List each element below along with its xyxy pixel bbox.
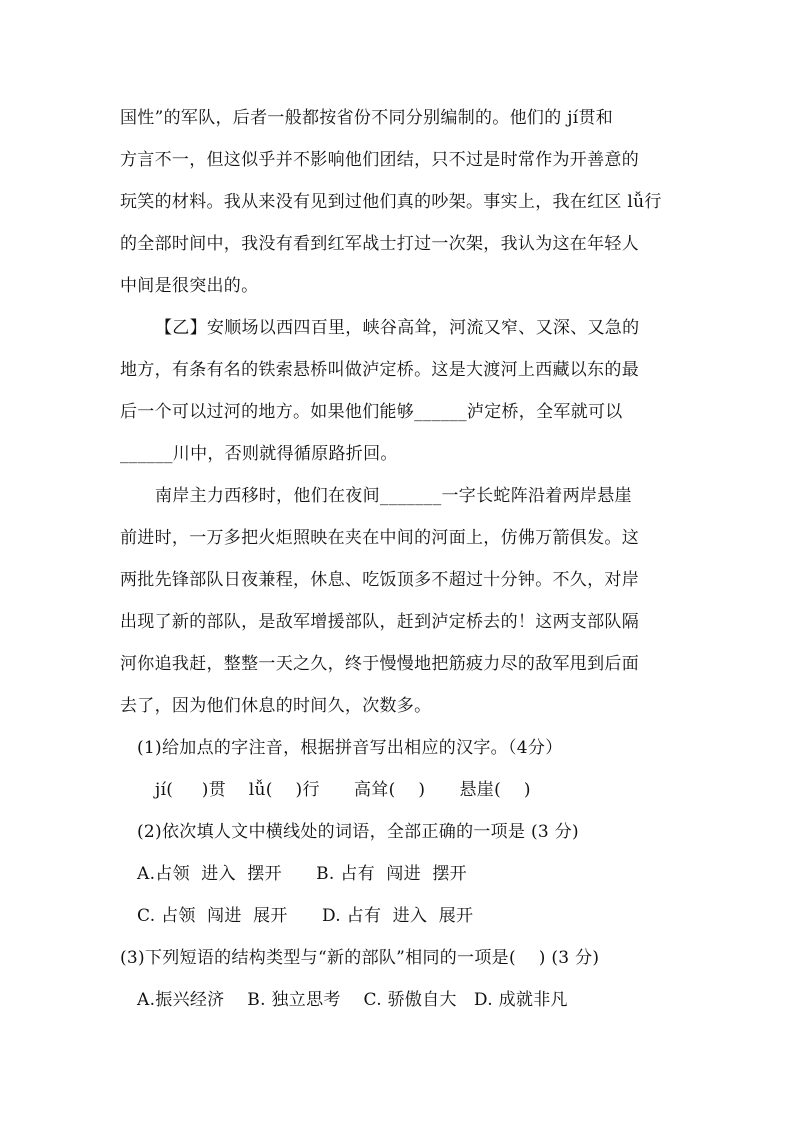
passage-line-7: 地方，有条有名的铁索悬桥叫做泸定桥。这是大渡河上西藏以东的最 xyxy=(120,360,639,380)
passage-line-9: ______川中，否则就得循原路折回。 xyxy=(120,444,398,464)
question-2-options-row-1: A.占领 进入 摆开 B. 占有 闯进 摆开 xyxy=(137,864,467,884)
passage-line-12: 两批先锋部队日夜兼程，休息、吃饭顶多不超过十分钟。不久，对岸 xyxy=(120,570,639,590)
passage-line-13: 出现了新的部队，是敌军增援部队，赶到泸定桥去的！这两支部队隔 xyxy=(120,612,639,632)
passage-line-6: 【乙】安顺场以西四百里，峡谷高耸，河流又窄、又深、又急的 xyxy=(155,318,640,338)
passage-line-5: 中间是很突出的。 xyxy=(120,276,259,296)
passage-line-11: 前进时，一万多把火炬照映在夹在中间的河面上，仿佛万箭俱发。这 xyxy=(120,528,639,548)
question-3-options: A.振兴经济 B. 独立思考 C. 骄傲自大 D. 成就非凡 xyxy=(137,990,568,1010)
passage-line-8: 后一个可以过河的地方。如果他们能够______泸定桥，全军就可以 xyxy=(120,402,623,422)
passage-line-3: 玩笑的材料。我从来没有见到过他们真的吵架。事实上，我在红区 lǚ行 xyxy=(120,192,662,212)
question-3-stem: (3)下列短语的结构类型与“新的部队”相同的一项是( ) (3 分) xyxy=(120,948,600,968)
question-1-items: jí( )贯 lǚ( )行 高耸( ) 悬崖( ) xyxy=(155,780,531,800)
passage-line-4: 的全部时间中，我没有看到红军战士打过一次架，我认为这在年轻人 xyxy=(120,234,639,254)
question-2-options-row-2: C. 占领 闯进 展开 D. 占有 进入 展开 xyxy=(137,906,474,926)
question-1-stem: (1)给加点的字注音，根据拼音写出相应的汉字。（4分） xyxy=(137,738,563,758)
passage-line-10: 南岸主力西移时，他们在夜间_______一字长蛇阵沿着两岸悬崖 xyxy=(155,486,632,506)
question-2-stem: (2)依次填人文中横线处的词语，全部正确的一项是 (3 分) xyxy=(137,822,579,842)
passage-line-2: 方言不一，但这似乎并不影响他们团结，只不过是时常作为开善意的 xyxy=(120,150,639,170)
passage-line-1: 国性”的军队，后者一般都按省份不同分别编制的。他们的 jí贯和 xyxy=(120,108,614,128)
passage-line-15: 去了，因为他们休息的时间久，次数多。 xyxy=(120,696,432,716)
passage-line-14: 河你追我赶，整整一天之久，终于慢慢地把筋疲力尽的敌军甩到后面 xyxy=(120,654,639,674)
